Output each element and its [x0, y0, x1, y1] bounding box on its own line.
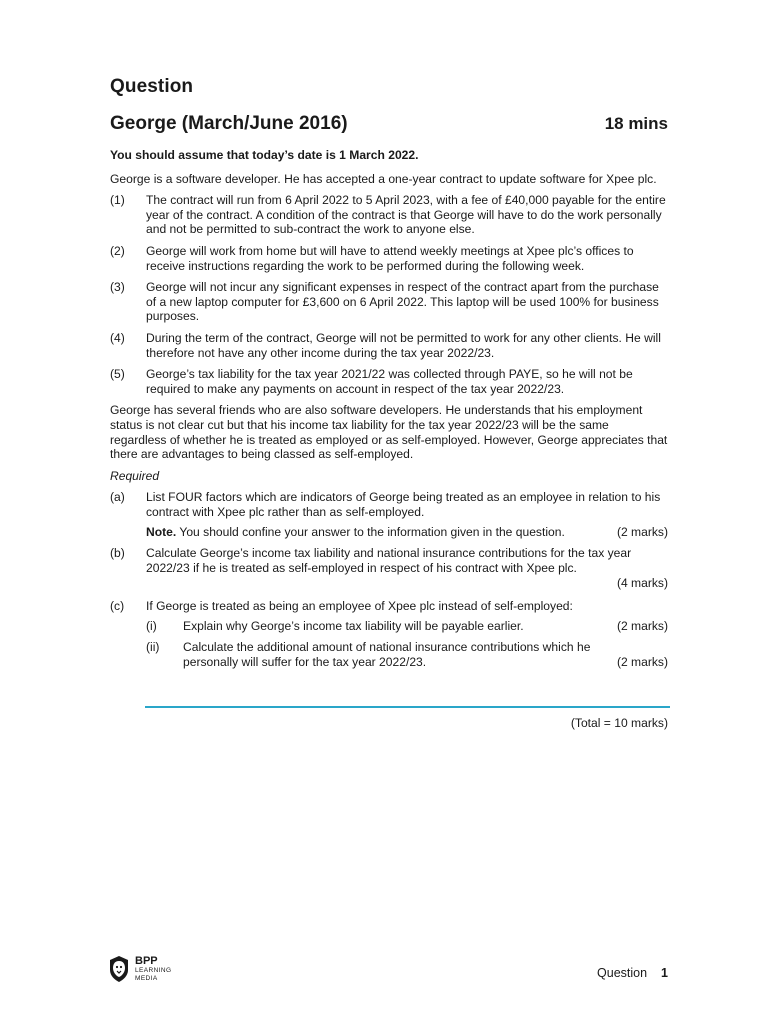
question-body — [110, 148, 668, 675]
assumption-text: You should assume that today’s date is 1 March 2022. — [110, 148, 419, 162]
subpart-label: (ii) — [146, 640, 160, 655]
required-label: Required — [110, 468, 160, 483]
list-item — [110, 331, 668, 360]
list-item — [110, 244, 668, 273]
publisher-logo — [108, 955, 171, 983]
subpart-text: Calculate the additional amount of national insurance contributions which he — [183, 640, 591, 655]
section-heading: Question — [110, 76, 194, 97]
list-item-text: George’s tax liability for the tax year 2021/22 was collected through PAYE, so he will not be required to make any payments on account in respect of the tax year 2022/23. — [146, 367, 633, 396]
page-number: 1 — [661, 966, 668, 980]
part-b — [110, 546, 668, 575]
brand-subline: MEDIA — [135, 975, 158, 982]
part-label: (b) — [110, 546, 125, 561]
list-item-number: (4) — [110, 330, 125, 345]
subpart-text: personally will suffer for the tax year 2022/23. — [183, 654, 427, 669]
list-item-number: (3) — [110, 280, 125, 295]
part-text: If George is treated as being an employee of Xpee plc instead of self-employed: — [146, 598, 573, 613]
part-a-note — [146, 525, 668, 540]
part-label: (c) — [110, 598, 125, 613]
title-row — [110, 113, 668, 135]
list-item-text: George will work from home but will have to attend weekly meetings at Xpee plc’s offices to receive instructions regarding the work to be performed during the following week. — [146, 243, 634, 273]
part-text: Calculate George’s income tax liability and national insurance contributions for the tax year 2022/23 if he is treated as self-employed in respect of his contract with Xpee plc. — [146, 546, 632, 575]
brand-name: BPP — [135, 955, 158, 967]
intro-paragraph: George is a software developer. He has accepted a one-year contract to update software for Xpee plc. — [110, 171, 657, 186]
marks: (2 marks) — [616, 525, 668, 540]
page-footer — [597, 966, 668, 980]
subpart-label: (i) — [146, 619, 157, 634]
part-c-i — [146, 619, 668, 634]
lion-icon — [108, 955, 130, 983]
part-a — [110, 490, 668, 519]
footer-section: Question — [597, 966, 648, 980]
list-item-text: The contract will run from 6 April 2022 to 5 April 2023, with a fee of £40,000 payable for the entire year of the contract. A condition of the contract is that George will have to do the work personally and not be permitted to sub-contract the work to anyone else. — [146, 193, 666, 237]
list-item-text: George will not incur any significant expenses in respect of the contract apart from the purchase of a new laptop computer for £3,600 on 6 April 2022. This laptop will be used 100% for business purposes. — [146, 280, 659, 324]
part-label: (a) — [110, 490, 125, 505]
part-c-ii — [146, 640, 668, 669]
marks: (2 marks) — [616, 654, 668, 669]
divider — [145, 706, 670, 708]
note-label: Note. — [146, 525, 177, 540]
brand-subline: LEARNING — [135, 967, 172, 974]
list-item — [110, 280, 668, 324]
list-item — [110, 367, 668, 396]
question-title: George (March/June 2016) — [110, 113, 348, 134]
friends-paragraph: George has several friends who are also software developers. He understands that his employment status is not clear cut but that his income tax liability for the tax year 2022/23 will be the same regardless of whether he is treated as employed or as self-employed. However, George appreciates that there are advantages to being classed as self-employed. — [110, 403, 668, 462]
list-item-number: (5) — [110, 367, 125, 382]
part-text: List FOUR factors which are indicators of George being treated as an employee in relation to his contract with Xpee plc rather than as self-employed. — [146, 490, 661, 519]
list-item — [110, 193, 668, 237]
subpart-text: Explain why George’s income tax liability will be payable earlier. — [183, 619, 524, 634]
list-item-number: (2) — [110, 243, 125, 258]
total-marks: (Total = 10 marks) — [570, 716, 668, 730]
list-item-text: During the term of the contract, George will not be permitted to work for any other clients. He will therefore not have any other income during the tax year 2022/23. — [146, 330, 661, 360]
time-allocation: 18 mins — [604, 114, 668, 133]
marks: (2 marks) — [616, 619, 668, 634]
list-item-number: (1) — [110, 193, 125, 208]
part-c — [110, 599, 668, 614]
marks: (4 marks) — [616, 576, 668, 591]
note-text: You should confine your answer to the information given in the question. — [176, 525, 565, 540]
